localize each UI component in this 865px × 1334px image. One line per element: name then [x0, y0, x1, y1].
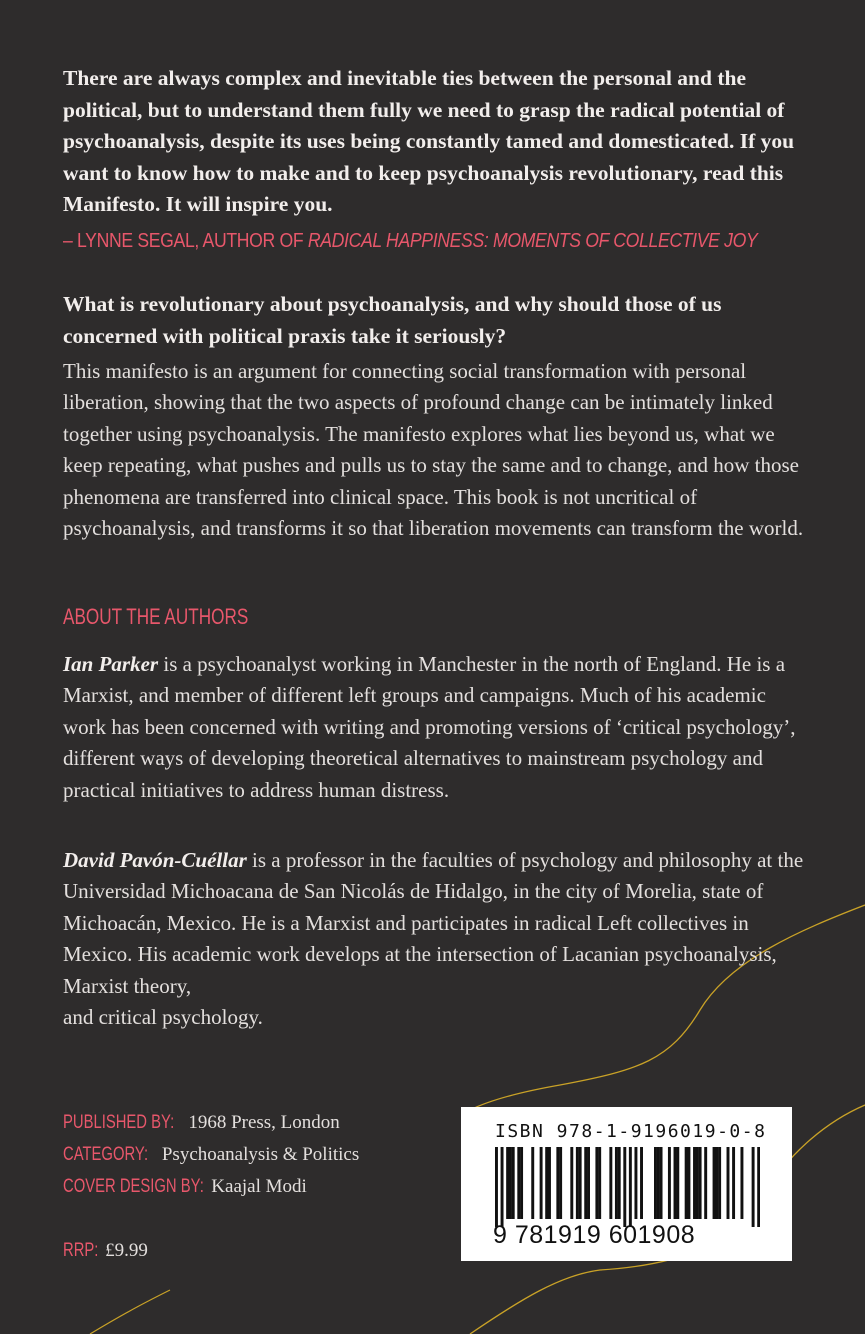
barcode-bar	[715, 1147, 718, 1219]
ean-digits: 9 781919 601908	[493, 1221, 696, 1249]
barcode-bar	[548, 1147, 551, 1219]
barcode-bar	[517, 1147, 520, 1219]
barcode-bar	[506, 1147, 509, 1219]
barcode-bar	[727, 1147, 730, 1219]
barcode-bar	[704, 1147, 707, 1219]
author-name: David Pavón-Cuéllar	[63, 848, 247, 872]
barcode-bar	[618, 1147, 621, 1219]
barcode-bar	[579, 1147, 582, 1219]
author-bio-pavon-cuellar	[63, 845, 808, 1033]
published-by-line	[63, 1112, 340, 1134]
endorsement-attribution	[63, 229, 758, 253]
category-value: Psychoanalysis & Politics	[157, 1144, 360, 1165]
category-line	[63, 1144, 359, 1166]
author-bio-text: is a professor in the faculties of psychology and philosophy at the Universidad Michoacana de San Nicolás de Hidalgo, in the city of Morelia, state of Michoacán, Mexico. He is a Marxist and participates in radical Left collectives in Mexico. His academic work develops at the intersection of Lacanian psychoanalysis, Marxist theory,	[63, 848, 804, 998]
barcode-bar	[609, 1147, 612, 1219]
rrp-label: RRP:	[63, 1240, 99, 1261]
barcode-bar	[495, 1147, 498, 1227]
author-name: Ian Parker	[63, 652, 159, 676]
cover-design-value: Kaajal Modi	[206, 1176, 307, 1197]
barcode-bar	[556, 1147, 559, 1219]
barcode-bar	[713, 1147, 716, 1219]
barcode-bar	[595, 1147, 598, 1219]
barcode-bar	[718, 1147, 721, 1219]
barcode-bar	[531, 1147, 534, 1219]
barcode-bar	[732, 1147, 735, 1219]
lead-question: What is revolutionary about psychoanalysis, and why should those of us concerned with political praxis take it seriously?	[63, 292, 722, 348]
cover-design-line	[63, 1176, 307, 1198]
barcode-bar	[752, 1147, 755, 1227]
category-label: CATEGORY:	[63, 1144, 149, 1165]
decorative-curve-left	[90, 1290, 170, 1334]
barcode-bar	[693, 1147, 696, 1219]
barcode-bar	[545, 1147, 548, 1219]
barcode-bar	[657, 1147, 660, 1219]
barcode-bar	[676, 1147, 679, 1219]
author-bio-last-line: and critical psychology.	[63, 1005, 263, 1030]
barcode-bar	[623, 1147, 626, 1227]
isbn-number: ISBN 978-1-9196019-0-8	[495, 1121, 767, 1142]
attribution-book-title: RADICAL HAPPINESS: MOMENTS OF COLLECTIVE JOY	[307, 229, 758, 252]
barcode-bar	[674, 1147, 677, 1219]
barcode-bar	[699, 1147, 702, 1219]
barcode-bar	[587, 1147, 590, 1219]
barcode-bar	[598, 1147, 601, 1219]
barcode-bar	[634, 1147, 637, 1219]
about-authors-heading: ABOUT THE AUTHORS	[63, 604, 249, 629]
barcode-bar	[501, 1147, 504, 1227]
barcode-bar	[654, 1147, 657, 1219]
barcode-bar	[512, 1147, 515, 1219]
rrp-line	[63, 1240, 148, 1262]
isbn-barcode	[461, 1107, 792, 1261]
barcode-bar	[540, 1147, 543, 1219]
author-bio-text: is a psychoanalyst working in Manchester in the north of England. He is a Marxist, and member of different left groups and campaigns. Much of his academic work has been concerned with writing and promoting versions of ‘critical psychology’, different ways of developing theoretical alternatives to mainstream psychology and practical initiatives to address human distress.	[63, 652, 796, 802]
cover-design-label: COVER DESIGN BY:	[63, 1176, 204, 1197]
attribution-author: – LYNNE SEGAL, AUTHOR OF	[63, 229, 308, 252]
barcode-bar	[660, 1147, 663, 1219]
barcode-bar	[687, 1147, 690, 1219]
barcode-bar	[696, 1147, 699, 1219]
barcode-bar	[520, 1147, 523, 1219]
endorsement-quote: There are always complex and inevitable ties between the personal and the political, but to understand them fully we need to grasp the radical potential of psychoanalysis, despite its uses being constantly tamed and domesticated. If you want to know how to make and to keep psychoanalysis revolutionary, read this Manifesto. It will inspire you.	[63, 66, 795, 216]
barcode-bar	[584, 1147, 587, 1219]
published-by-value: 1968 Press, London	[183, 1112, 340, 1133]
barcode-bars	[495, 1147, 760, 1227]
barcode-bar	[740, 1147, 743, 1219]
barcode-bar	[576, 1147, 579, 1219]
published-by-label: PUBLISHED BY:	[63, 1112, 175, 1133]
barcode-bar	[668, 1147, 671, 1219]
barcode-bar	[615, 1147, 618, 1219]
barcode-bar	[757, 1147, 760, 1227]
barcode-bar	[640, 1147, 643, 1219]
book-description: This manifesto is an argument for connecting social transformation with personal liberation, showing that the two aspects of profound change can be intimately linked together using psychoanalysis. The manifesto explores what lies beyond us, what we keep repeating, what pushes and pulls us to stay the same and to change, and how those phenomena are transferred into clinical space. This book is not uncritical of psychoanalysis, and transforms it so that liberation movements can transform the world.	[63, 359, 804, 541]
barcode-bar	[685, 1147, 688, 1219]
barcode-bar	[559, 1147, 562, 1219]
barcode-bar	[509, 1147, 512, 1219]
rrp-value: £9.99	[100, 1240, 148, 1261]
author-bio-parker	[63, 649, 808, 806]
barcode-bar	[570, 1147, 573, 1219]
barcode-bar	[629, 1147, 632, 1227]
